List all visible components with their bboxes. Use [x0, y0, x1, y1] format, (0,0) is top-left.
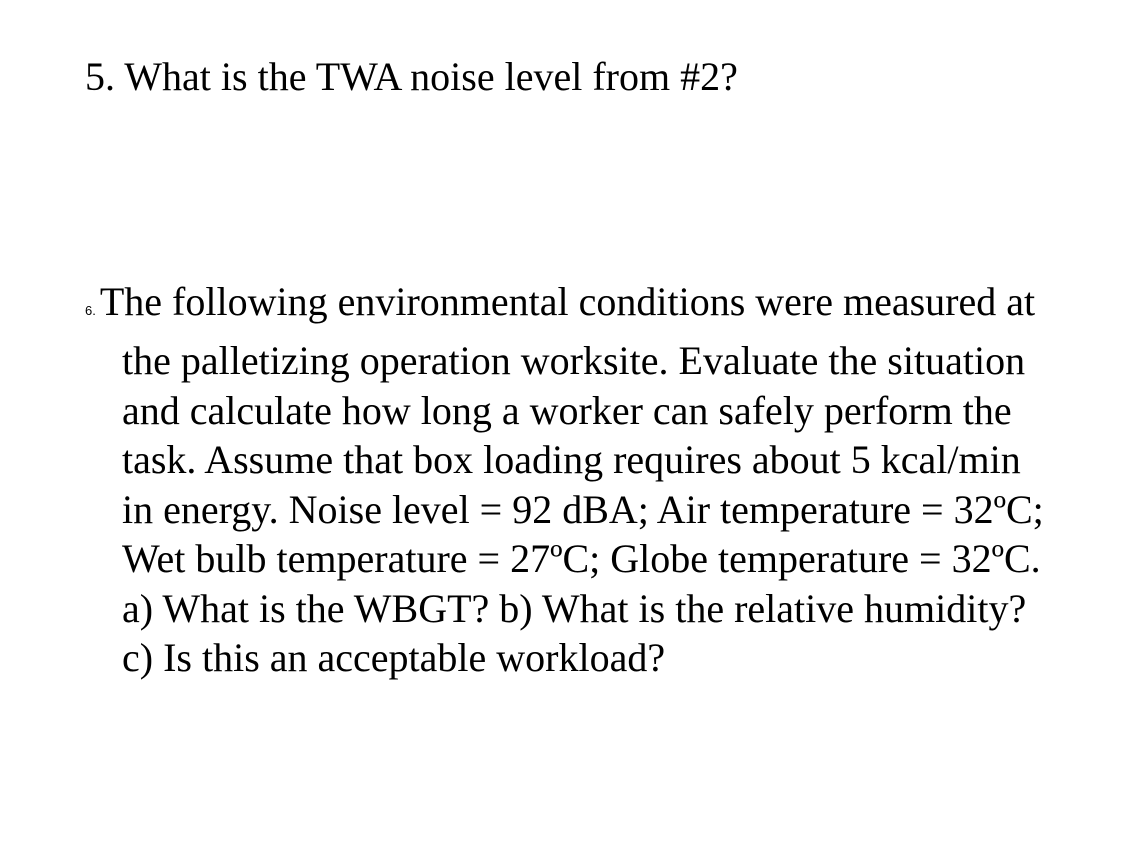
- question-6-line-1-text: The following environmental conditions were measured at: [99, 279, 1036, 324]
- question-6-line-3: and calculate how long a worker can safely perform the: [122, 387, 1012, 433]
- question-6-line-6: Wet bulb temperature = 27ºC; Globe temperature = 32ºC.: [122, 536, 1041, 581]
- question-6-line-8: c) Is this an acceptable workload?: [122, 635, 666, 680]
- question-6-number: 6.: [85, 303, 96, 318]
- question-6-line-7: a) What is the WBGT? b) What is the relative humidity?: [122, 585, 1027, 631]
- question-6: [85, 277, 1095, 683]
- question-6-line-4: task. Assume that box loading requires about 5 kcal/min: [122, 437, 1021, 482]
- question-6-line-2: the palletizing operation worksite. Evaluate the situation: [122, 338, 1026, 383]
- question-5: 5. What is the TWA noise level from #2?: [85, 54, 738, 99]
- question-6-line-1: [85, 277, 1095, 336]
- question-6-line-5: in energy. Noise level = 92 dBA; Air temperature = 32ºC;: [122, 486, 1044, 532]
